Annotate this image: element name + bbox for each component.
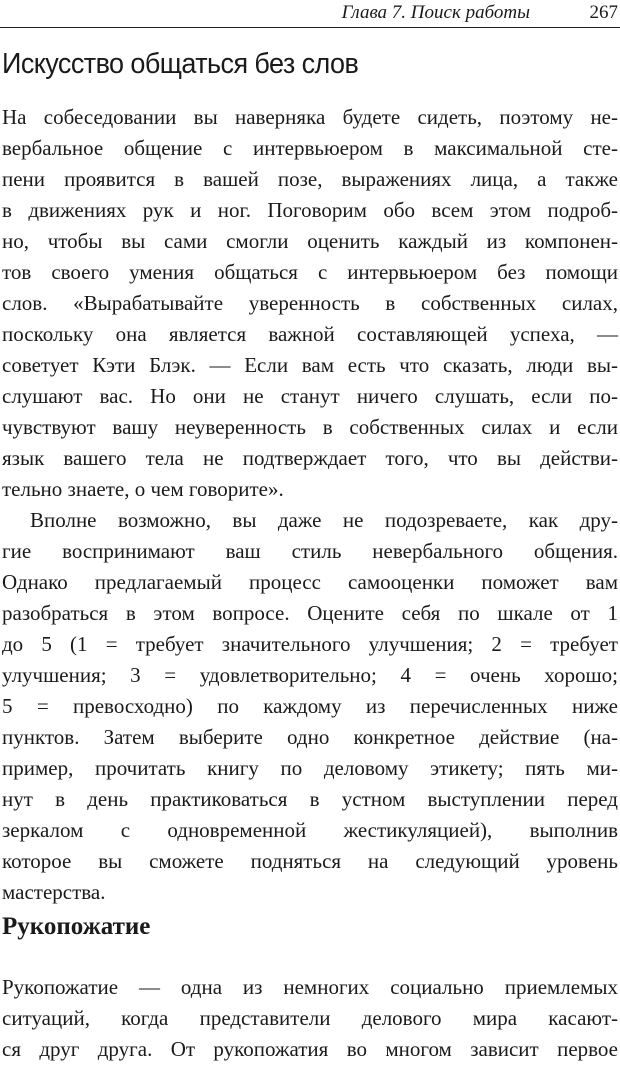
text-line: поскольку она является важной составляющей успеха, — xyxy=(2,322,618,346)
text-line: Вполне возможно, вы даже не подозреваете, как дру- xyxy=(30,508,618,532)
section-title: Искусство общаться без слов xyxy=(2,48,359,80)
text-line: тов своего умения общаться с интервьюером без помощи xyxy=(2,260,618,284)
paragraph-3 xyxy=(2,972,618,1065)
text-line: На собеседовании вы наверняка будете сидеть, поэтому не- xyxy=(2,105,618,129)
text-line: советует Кэти Блэк. — Если вам есть что сказать, люди вы- xyxy=(2,353,618,377)
subsection-title: Рукопожатие xyxy=(2,913,151,940)
text-line: 5 = превосходно) по каждому из перечисленных ниже xyxy=(2,694,618,718)
text-line: вербальное общение с интервьюером в максимальной сте- xyxy=(2,136,618,160)
text-line: мастерства. xyxy=(2,880,106,904)
text-line: гие воспринимают ваш стиль невербального общения. xyxy=(2,539,618,563)
text-line: до 5 (1 = требует значительного улучшения; 2 = требует xyxy=(2,632,618,656)
text-line: зеркалом с одновременной жестикуляцией), выполнив xyxy=(2,818,618,842)
paragraph-1 xyxy=(2,102,618,505)
text-line: разобраться в этом вопросе. Оцените себя по шкале от 1 xyxy=(2,601,618,625)
page-number: 267 xyxy=(589,2,618,23)
text-line: в движениях рук и ног. Поговорим обо всем этом подроб- xyxy=(2,198,618,222)
text-line: ся друг друга. От рукопожатия во многом зависит первое xyxy=(2,1037,618,1061)
running-header xyxy=(0,0,620,28)
text-line: слов. «Вырабатывайте уверенность в собственных силах, xyxy=(2,291,618,315)
text-line: язык вашего тела не подтверждает того, что вы действи- xyxy=(2,446,618,470)
text-line: слушают вас. Но они не станут ничего слушать, если по- xyxy=(2,384,618,408)
text-line: чувствуют вашу неуверенность в собственных силах и если xyxy=(2,415,618,439)
paragraph-2 xyxy=(2,505,618,908)
text-line: Рукопожатие — одна из немногих социально приемлемых xyxy=(2,975,618,999)
text-line: улучшения; 3 = удовлетворительно; 4 = очень хорошо; xyxy=(2,663,618,687)
text-line: которое вы сможете подняться на следующий уровень xyxy=(2,849,618,873)
text-line: пунктов. Затем выберите одно конкретное действие (на- xyxy=(2,725,618,749)
text-line: пени проявится в вашей позе, выражениях лица, а также xyxy=(2,167,618,191)
text-line: нут в день практиковаться в устном выступлении перед xyxy=(2,787,618,811)
text-line: тельно знаете, о чем говорите». xyxy=(2,477,284,501)
text-line: Однако предлагаемый процесс самооценки поможет вам xyxy=(2,570,618,594)
running-title: Глава 7. Поиск работы xyxy=(341,2,530,23)
text-line: но, чтобы вы сами смогли оценить каждый из компонен- xyxy=(2,229,618,253)
text-line: пример, прочитать книгу по деловому этикету; пять ми- xyxy=(2,756,618,780)
text-line: ситуаций, когда представители делового мира касают- xyxy=(2,1006,618,1030)
